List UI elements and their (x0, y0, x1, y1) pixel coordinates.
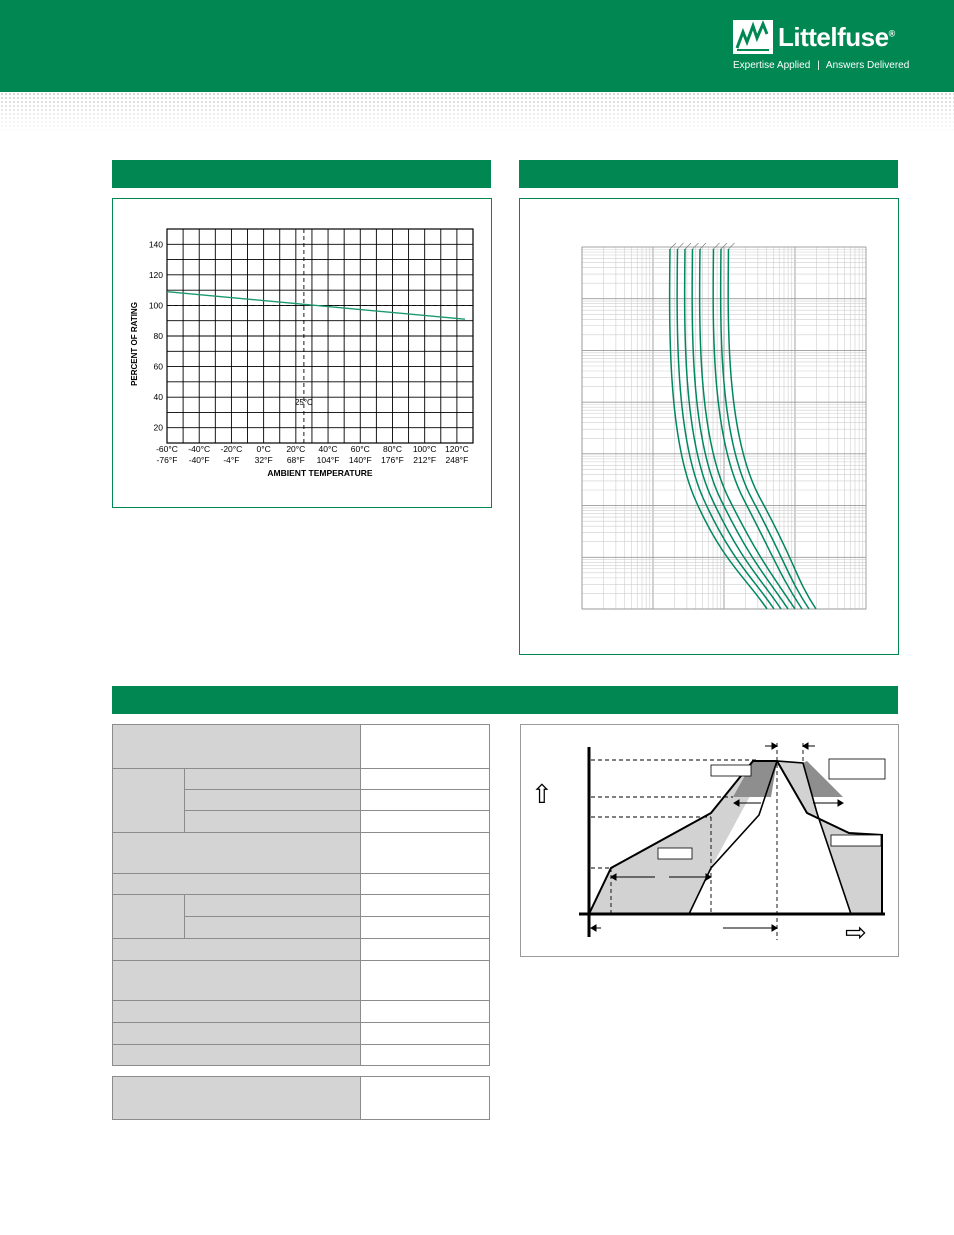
time-right-arrow-icon: ⇨ (845, 917, 867, 947)
table-cell (361, 833, 490, 874)
time-current-chart (520, 199, 898, 654)
table-cell (361, 961, 490, 1001)
brand-name: Littelfuse® (778, 22, 895, 52)
derating-chart (113, 199, 491, 507)
x-tick-label-c: -20°C (220, 444, 243, 454)
derating-grid (167, 229, 473, 443)
dotted-band (0, 92, 954, 132)
table-cell (361, 874, 490, 895)
derating-chart-panel (112, 198, 492, 508)
x-tick-label-f: -40°F (188, 455, 210, 465)
table-row (113, 1045, 490, 1066)
curve-leader (670, 243, 676, 249)
curve-leader (685, 243, 691, 249)
x-tick-label-c: 120°C (445, 444, 469, 454)
x-tick-label-f: 248°F (445, 455, 469, 465)
x-tick-label-f: 212°F (413, 455, 437, 465)
x-tick-label-c: 60°C (350, 444, 370, 454)
y-tick-label: 140 (148, 239, 163, 250)
table-cell (113, 874, 361, 895)
table-cell (361, 939, 490, 961)
table-cell (113, 769, 185, 833)
table-cell (361, 1077, 490, 1120)
table-cell (113, 961, 361, 1001)
table-cell (361, 769, 490, 790)
soldering-parameter-table (112, 724, 490, 1066)
table-row (113, 769, 490, 790)
y-tick-label: 20 (153, 422, 163, 433)
label-box (658, 848, 692, 859)
x-tick-label-c: 100°C (412, 444, 437, 454)
x-tick-label-f: 104°F (316, 455, 340, 465)
table-cell (184, 895, 361, 917)
table-cell (113, 725, 361, 769)
y-tick-label: 60 (153, 361, 163, 372)
table-cell (184, 790, 361, 811)
table-cell (113, 833, 361, 874)
table-cell (184, 811, 361, 833)
curve-leader (714, 243, 720, 249)
y-tick-label: 80 (153, 331, 163, 341)
y-tick-label: 100 (148, 300, 163, 311)
table-cell (113, 895, 185, 939)
x-tick-label-f: 176°F (381, 455, 404, 465)
table-cell (113, 1023, 361, 1045)
soldering-note-table (112, 1076, 490, 1120)
curve-leader (678, 243, 684, 249)
x-tick-label-f: -4°F (223, 455, 240, 465)
table-cell (184, 917, 361, 939)
table-cell (184, 769, 361, 790)
temperature-up-arrow-icon: ⇧ (531, 779, 553, 809)
x-tick-label-c: 40°C (318, 444, 338, 454)
littelfuse-logo[interactable] (733, 20, 910, 75)
x-tick-label-c: -60°C (156, 444, 178, 454)
x-tick-label-c: 0°C (256, 444, 271, 454)
table-cell (113, 1045, 361, 1066)
table-row (113, 895, 490, 917)
table-cell (361, 725, 490, 769)
curve-leader (700, 243, 706, 249)
table-cell (361, 917, 490, 939)
time-current-chart-panel (519, 198, 899, 655)
section-bar-derating (112, 160, 491, 188)
derating-y-axis-label: PERCENT OF RATING (130, 302, 139, 386)
table-cell (361, 1045, 490, 1066)
x-tick-label-f: -76°F (156, 455, 178, 465)
soldering-profile-panel (520, 724, 899, 957)
label-box (829, 759, 885, 779)
table-row (113, 1023, 490, 1045)
table-row (113, 939, 490, 961)
table-cell (113, 1077, 361, 1120)
derating-reference-label: 25°C (294, 397, 313, 407)
table-cell (361, 790, 490, 811)
x-tick-label-f: 140°F (348, 455, 372, 465)
table-cell (361, 1023, 490, 1045)
table-cell (113, 939, 361, 961)
time-current-grid (582, 247, 866, 609)
x-tick-label-f: 32°F (254, 455, 273, 465)
page-header (0, 0, 954, 92)
label-box (831, 835, 881, 846)
x-tick-label-f: 68°F (286, 455, 305, 465)
x-tick-label-c: -40°C (188, 444, 211, 454)
table-row (113, 1001, 490, 1023)
curve-leader (729, 243, 735, 249)
y-tick-label: 40 (153, 392, 163, 403)
table-cell (113, 1001, 361, 1023)
label-box (711, 765, 751, 776)
y-tick-label: 120 (148, 269, 163, 280)
brand-tagline: Expertise Applied | Answers Delivered (733, 60, 910, 71)
littelfuse-mark-icon (733, 20, 773, 54)
table-row (113, 833, 490, 874)
table-row (113, 1077, 490, 1120)
table-cell (361, 895, 490, 917)
table-row (113, 874, 490, 895)
table-row (113, 961, 490, 1001)
section-bar-soldering (112, 686, 898, 714)
table-cell (361, 1001, 490, 1023)
table-row (113, 725, 490, 769)
x-tick-label-c: 20°C (286, 444, 306, 454)
x-tick-label-c: 80°C (382, 444, 402, 454)
section-bar-time-current (519, 160, 898, 188)
derating-x-axis-label: AMBIENT TEMPERATURE (267, 468, 373, 478)
table-cell (361, 811, 490, 833)
soldering-profile-chart (521, 725, 898, 956)
